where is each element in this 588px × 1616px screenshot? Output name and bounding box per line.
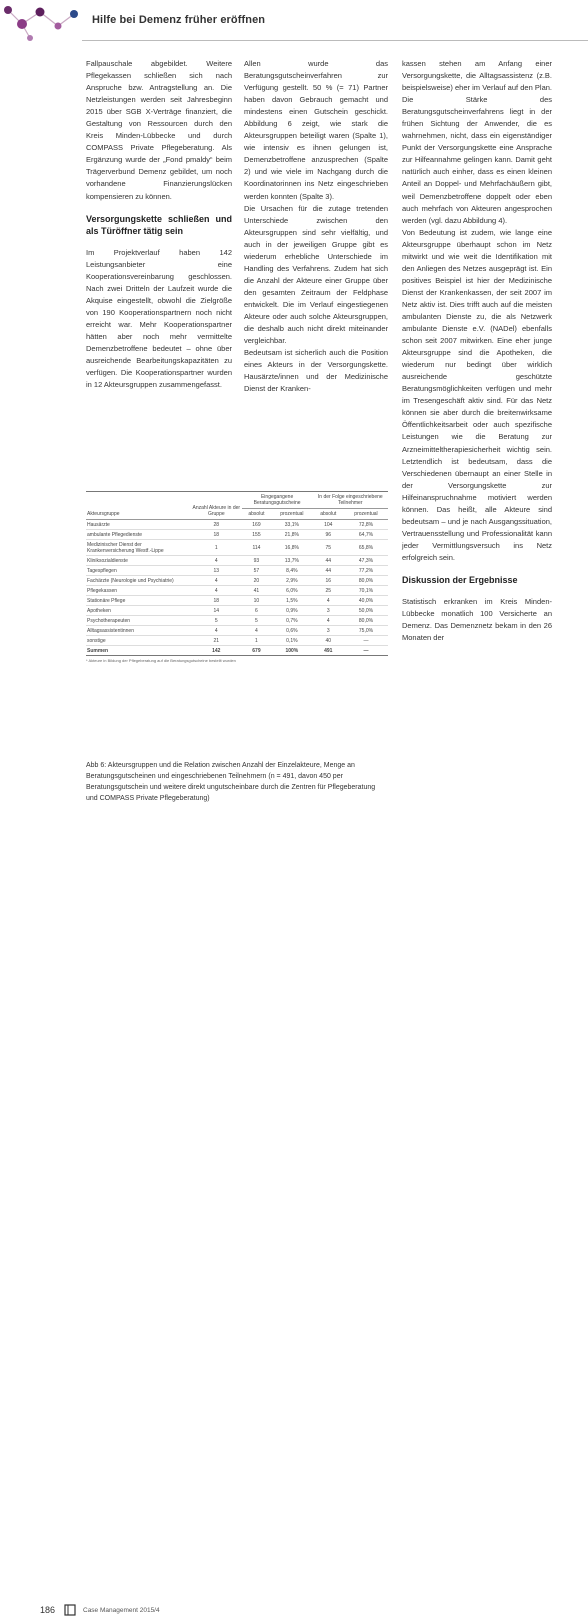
table-cell: 0,6% xyxy=(271,626,312,636)
text-column-2 xyxy=(244,58,388,395)
running-header-title: Hilfe bei Demenz früher eröffnen xyxy=(92,14,266,26)
table-cell: 70,1% xyxy=(344,586,388,596)
table-row xyxy=(86,616,388,626)
table-row xyxy=(86,540,388,556)
section-subheading: Versorgungskette schließen und als Türöffner tätig sein xyxy=(86,213,232,236)
table-cell: 40,0% xyxy=(344,596,388,606)
table-cell: 1,5% xyxy=(271,596,312,606)
paragraph: Statistisch erkranken im Kreis Minden-Lübbecke monatlich 100 Versicherte an Demenz. Das Demenznetz bekam in den 26 Monaten der xyxy=(402,596,552,643)
table-cell: 65,8% xyxy=(344,540,388,556)
table-cell: 1 xyxy=(242,636,272,646)
table-cell: 114 xyxy=(242,540,272,556)
table-cell: 20 xyxy=(242,576,272,586)
actor-group-table xyxy=(86,491,388,663)
table-cell: 3 xyxy=(313,606,344,616)
table-body xyxy=(86,520,388,656)
table-header-pct: prozentual xyxy=(344,509,388,520)
table-cell: 93 xyxy=(242,556,272,566)
paragraph: Im Projektverlauf haben 142 Leistungsanbieter eine Kooperationsvereinbarung geschlossen. Nach zwei Dritteln der Laufzeit wurde die Akquise eingestellt, obwohl die Zielgröße von 190 Kooperationspartnern noch nicht erreicht war. Mehr Kooperationspartner hätten aber noch mehr vermittelte Demenzbetroffene bedeutet – ohne über ausreichende Bearbeitungskapazitäten zu verfügen. Die Kooperationspartner wurden in 12 Akteursgruppen zusammengefasst. xyxy=(86,247,232,390)
table-cell: 4 xyxy=(242,626,272,636)
table-cell: 491 xyxy=(313,646,344,656)
table-row xyxy=(86,530,388,540)
table-row xyxy=(86,606,388,616)
table-cell: Fachärzte (Neurologie und Psychiatrie) xyxy=(86,576,191,586)
table-cell: 0,9% xyxy=(271,606,312,616)
table-cell: 28 xyxy=(191,520,242,530)
table-cell: 169 xyxy=(242,520,272,530)
table-cell: 2,9% xyxy=(271,576,312,586)
table-cell: 4 xyxy=(313,596,344,606)
table-cell: 6 xyxy=(242,606,272,616)
table-cell: 44 xyxy=(313,566,344,576)
table-cell: 13,7% xyxy=(271,556,312,566)
table-cell: sonstige xyxy=(86,636,191,646)
table-cell: 41 xyxy=(242,586,272,596)
table-row xyxy=(86,586,388,596)
table-cell: 75 xyxy=(313,540,344,556)
text-column-3 xyxy=(402,58,552,644)
table-sum-row xyxy=(86,646,388,656)
table-cell: Hausärzte xyxy=(86,520,191,530)
table-cell: 10 xyxy=(242,596,272,606)
table-cell: 155 xyxy=(242,530,272,540)
table-header-abs: absolut xyxy=(242,509,272,520)
table-cell: 44 xyxy=(313,556,344,566)
table-cell: 4 xyxy=(191,586,242,596)
table-header-enrolled: In der Folge eingeschriebene Teilnehmer xyxy=(313,492,388,509)
table-row xyxy=(86,556,388,566)
table-cell: Stationäre Pflege xyxy=(86,596,191,606)
table-cell: 679 xyxy=(242,646,272,656)
table-header-abs: absolut xyxy=(313,509,344,520)
table-cell: 40 xyxy=(313,636,344,646)
figure-caption: Abb 6: Akteursgruppen und die Relation zwischen Anzahl der Einzelakteure, Menge an Beratungsgutscheinen und eingeschriebenen Teilnehmern (n = 491, davon 450 per Beratungsgutschein und weitere direkt ungutscheinbare durch die Zentren für Pflegeberatung und COMPASS Private Pflegeberatung) xyxy=(86,762,376,802)
table-row xyxy=(86,626,388,636)
network-logo-icon xyxy=(0,0,84,44)
table-header-count: Anzahl Akteure in der Gruppe xyxy=(191,492,242,520)
table-cell: 104 xyxy=(313,520,344,530)
table-cell: Alltagsassistentinnen xyxy=(86,626,191,636)
header-rule xyxy=(82,40,588,41)
table-cell: 18 xyxy=(191,530,242,540)
table-cell: 25 xyxy=(313,586,344,596)
table-cell: 6,0% xyxy=(271,586,312,596)
paragraph: kassen stehen am Anfang einer Versorgungskette, die Alltagsassistenz (z.B. beispielsweise) eher im Verlauf auf den Plan. Die Stärke des Beratungsgutscheinverfahrens liegt in der frühen Sichtung der Anwender, die es wahrnehmen, nicht, dass ein eigenständiger Punkt der Versorgungskette eine Ansprache zur Hilfeannahme gelingen kann. Damit geht natürlich auch einher, dass es einen kleinen Anteil an Doppel- und Mehrfachäußern gibt, weil Demenzbetroffene doppelt oder eben auch mehrfach von Akteuren angesprochen werden (vgl. dazu Abbildung 4). xyxy=(402,59,552,225)
table-row xyxy=(86,576,388,586)
table-cell: ambulante Pflegedienste xyxy=(86,530,191,540)
table-cell: 142 xyxy=(191,646,242,656)
table-cell: 80,0% xyxy=(344,576,388,586)
page-footer xyxy=(0,800,588,1615)
paragraph: Von Bedeutung ist zudem, wie lange eine Akteursgruppe überhaupt schon im Netz mitwirkt und wie weit die Identifikation mit den Anliegen des Netzes ausgeprägt ist. Ein positives Beispiel ist hier der Medizinische Dienst der Krankenkassen, der seit 2007 im Netz aktiv ist. Dies trifft auch auf die meisten ambulanten Dienste zu, die als Netzwerk ambulante Dienste e.V. (NADel) ebenfalls schon seit 2007 mitwirken. Eine eher junge Akteursgruppe sind die Apotheken, die wiederum nur bedingt über wirklich ausreichende geschützte Beratungsmöglichkeiten verfügen und mehr im Tresengeschäft aktiv sind. Für das Netz können sie aber durch die breitenwirksame Öffentlichkeitsarbeit oder auch spezifische Leistungen wie die Beratung zur Arzneimitteltherapiesicherheit wichtig sein. Letztendlich ist bedeutsam, dass die Verschiedenen übernaupt an einer Stelle in der Versorgungskette zur Hilfeinanspruchnahme motiviert werden können. Das heißt, alle Akteure sind bedeutsam – und je nach Ausgangssituation, Vertrauensstellung und Professionalität kann jeder Vermittlungsversuch ins Netz erfolgreich sein. xyxy=(402,227,552,562)
table-cell: Apotheken xyxy=(86,606,191,616)
table-cell: 50,0% xyxy=(344,606,388,616)
table-cell: Summen xyxy=(86,646,191,656)
paragraph: Allen wurde das Beratungsgutscheinverfahren zur Verfügung gestellt. 50 % (= 71) Partner haben davon Gebrauch gemacht und mindestens einen Gutschein geschickt. Abbildung 6 zeigt, wie stark die Akteursgruppen beteiligt waren (Spalte 1), wie intensiv es ihnen gelungen ist, Demenzbetroffene anzusprechen (Spalte 2) und wie viele im Nachgang durch die Koordinatorinnen ins Netz eingeschrieben werden konnten (Spalte 3). xyxy=(244,59,388,201)
table-cell: 14 xyxy=(191,606,242,616)
table-cell: 47,3% xyxy=(344,556,388,566)
table-cell: — xyxy=(344,636,388,646)
table-header-pct: prozentual xyxy=(271,509,312,520)
table-cell: 16 xyxy=(313,576,344,586)
table-cell: 1 xyxy=(191,540,242,556)
table-cell: 16,8% xyxy=(271,540,312,556)
table-cell: 8,4% xyxy=(271,566,312,576)
table-cell: 77,2% xyxy=(344,566,388,576)
table-cell: 4 xyxy=(313,616,344,626)
table-cell: — xyxy=(344,646,388,656)
table-header-group: Akteursgruppe xyxy=(86,492,191,520)
journal-name: Case Management 2015/4 xyxy=(83,1607,160,1614)
table-cell: 64,7% xyxy=(344,530,388,540)
table-cell: 57 xyxy=(242,566,272,576)
table-cell: 4 xyxy=(191,626,242,636)
table-cell: 0,1% xyxy=(271,636,312,646)
table-cell: 75,0% xyxy=(344,626,388,636)
table-cell: Medizinischer Dienst der Krankenversicherung Westf.-Lippe xyxy=(86,540,191,556)
table-cell: 21,8% xyxy=(271,530,312,540)
table-footnote: * Akteure in Bildung der Pflegeberatung auf die Beratungsgutscheine bestellt wurden xyxy=(86,658,236,663)
table-cell: Pflegekassen xyxy=(86,586,191,596)
table-row xyxy=(86,520,388,530)
table-cell: 21 xyxy=(191,636,242,646)
table-cell: 4 xyxy=(191,556,242,566)
text-column-1 xyxy=(86,58,232,391)
table-cell: 100% xyxy=(271,646,312,656)
table-cell: 0,7% xyxy=(271,616,312,626)
paragraph: Die Ursachen für die zutage tretenden Unterschiede zwischen den Akteursgruppen sind sehr vielfältig, und auch in der jeweiligen Gruppe gibt es wiederum erhebliche Unterschiede im Handling des Verfahrens. Zudem hat sich die Anzahl der Akteure einer Gruppe über den gesamten Zeitraum der Feldphase entwickelt. Die im Verlauf eingestiegenen Akteure oder auch solche Akteursgruppen, die deshalb auch nicht direkt miteinander vergleichbar. xyxy=(244,203,388,346)
section-subheading: Diskussion der Ergebnisse xyxy=(402,574,518,585)
table-cell: Psychotherapeuten xyxy=(86,616,191,626)
table-row xyxy=(86,596,388,606)
page-number: 186 xyxy=(40,1605,56,1615)
paragraph: Fallpauschale abgebildet. Weitere Pflegekassen schließen sich nach Anspruche bzw. Antragstellung an. Die Netzleistungen werden seit Jahresbeginn 2015 über SGB X-Verträge finanziert, die Gestaltung von Ressourcen durch den Kreis Minden-Lübbecke und durch COMPASS Private Pflegeberatung. Als Ergänzung wurde der „Fond pmaldy“ beim Trägerverbund Demenz gebildet, um noch vorhandene Finanzierungslücken kompensieren zu können. xyxy=(86,59,232,201)
table-cell: 33,1% xyxy=(271,520,312,530)
table-row xyxy=(86,566,388,576)
page-header xyxy=(0,0,588,46)
table-header-vouchers: Eingegangene Beratungsgutscheine xyxy=(242,492,313,509)
table-cell: 3 xyxy=(313,626,344,636)
journal-logo-icon xyxy=(64,1604,76,1616)
table-cell: Kliniksozialdienste xyxy=(86,556,191,566)
table-cell: 80,0% xyxy=(344,616,388,626)
table-cell: 72,8% xyxy=(344,520,388,530)
paragraph: Bedeutsam ist sicherlich auch die Position eines Akteurs in der Versorgungskette. Hausärzte/innen und der Medizinische Dienst der Kranken- xyxy=(244,348,388,394)
table-cell: 4 xyxy=(191,576,242,586)
table-cell: 5 xyxy=(242,616,272,626)
table-cell: 96 xyxy=(313,530,344,540)
table-cell: 5 xyxy=(191,616,242,626)
table-cell: Tagespflegen xyxy=(86,566,191,576)
table-cell: 13 xyxy=(191,566,242,576)
table-cell: 18 xyxy=(191,596,242,606)
table-row xyxy=(86,636,388,646)
